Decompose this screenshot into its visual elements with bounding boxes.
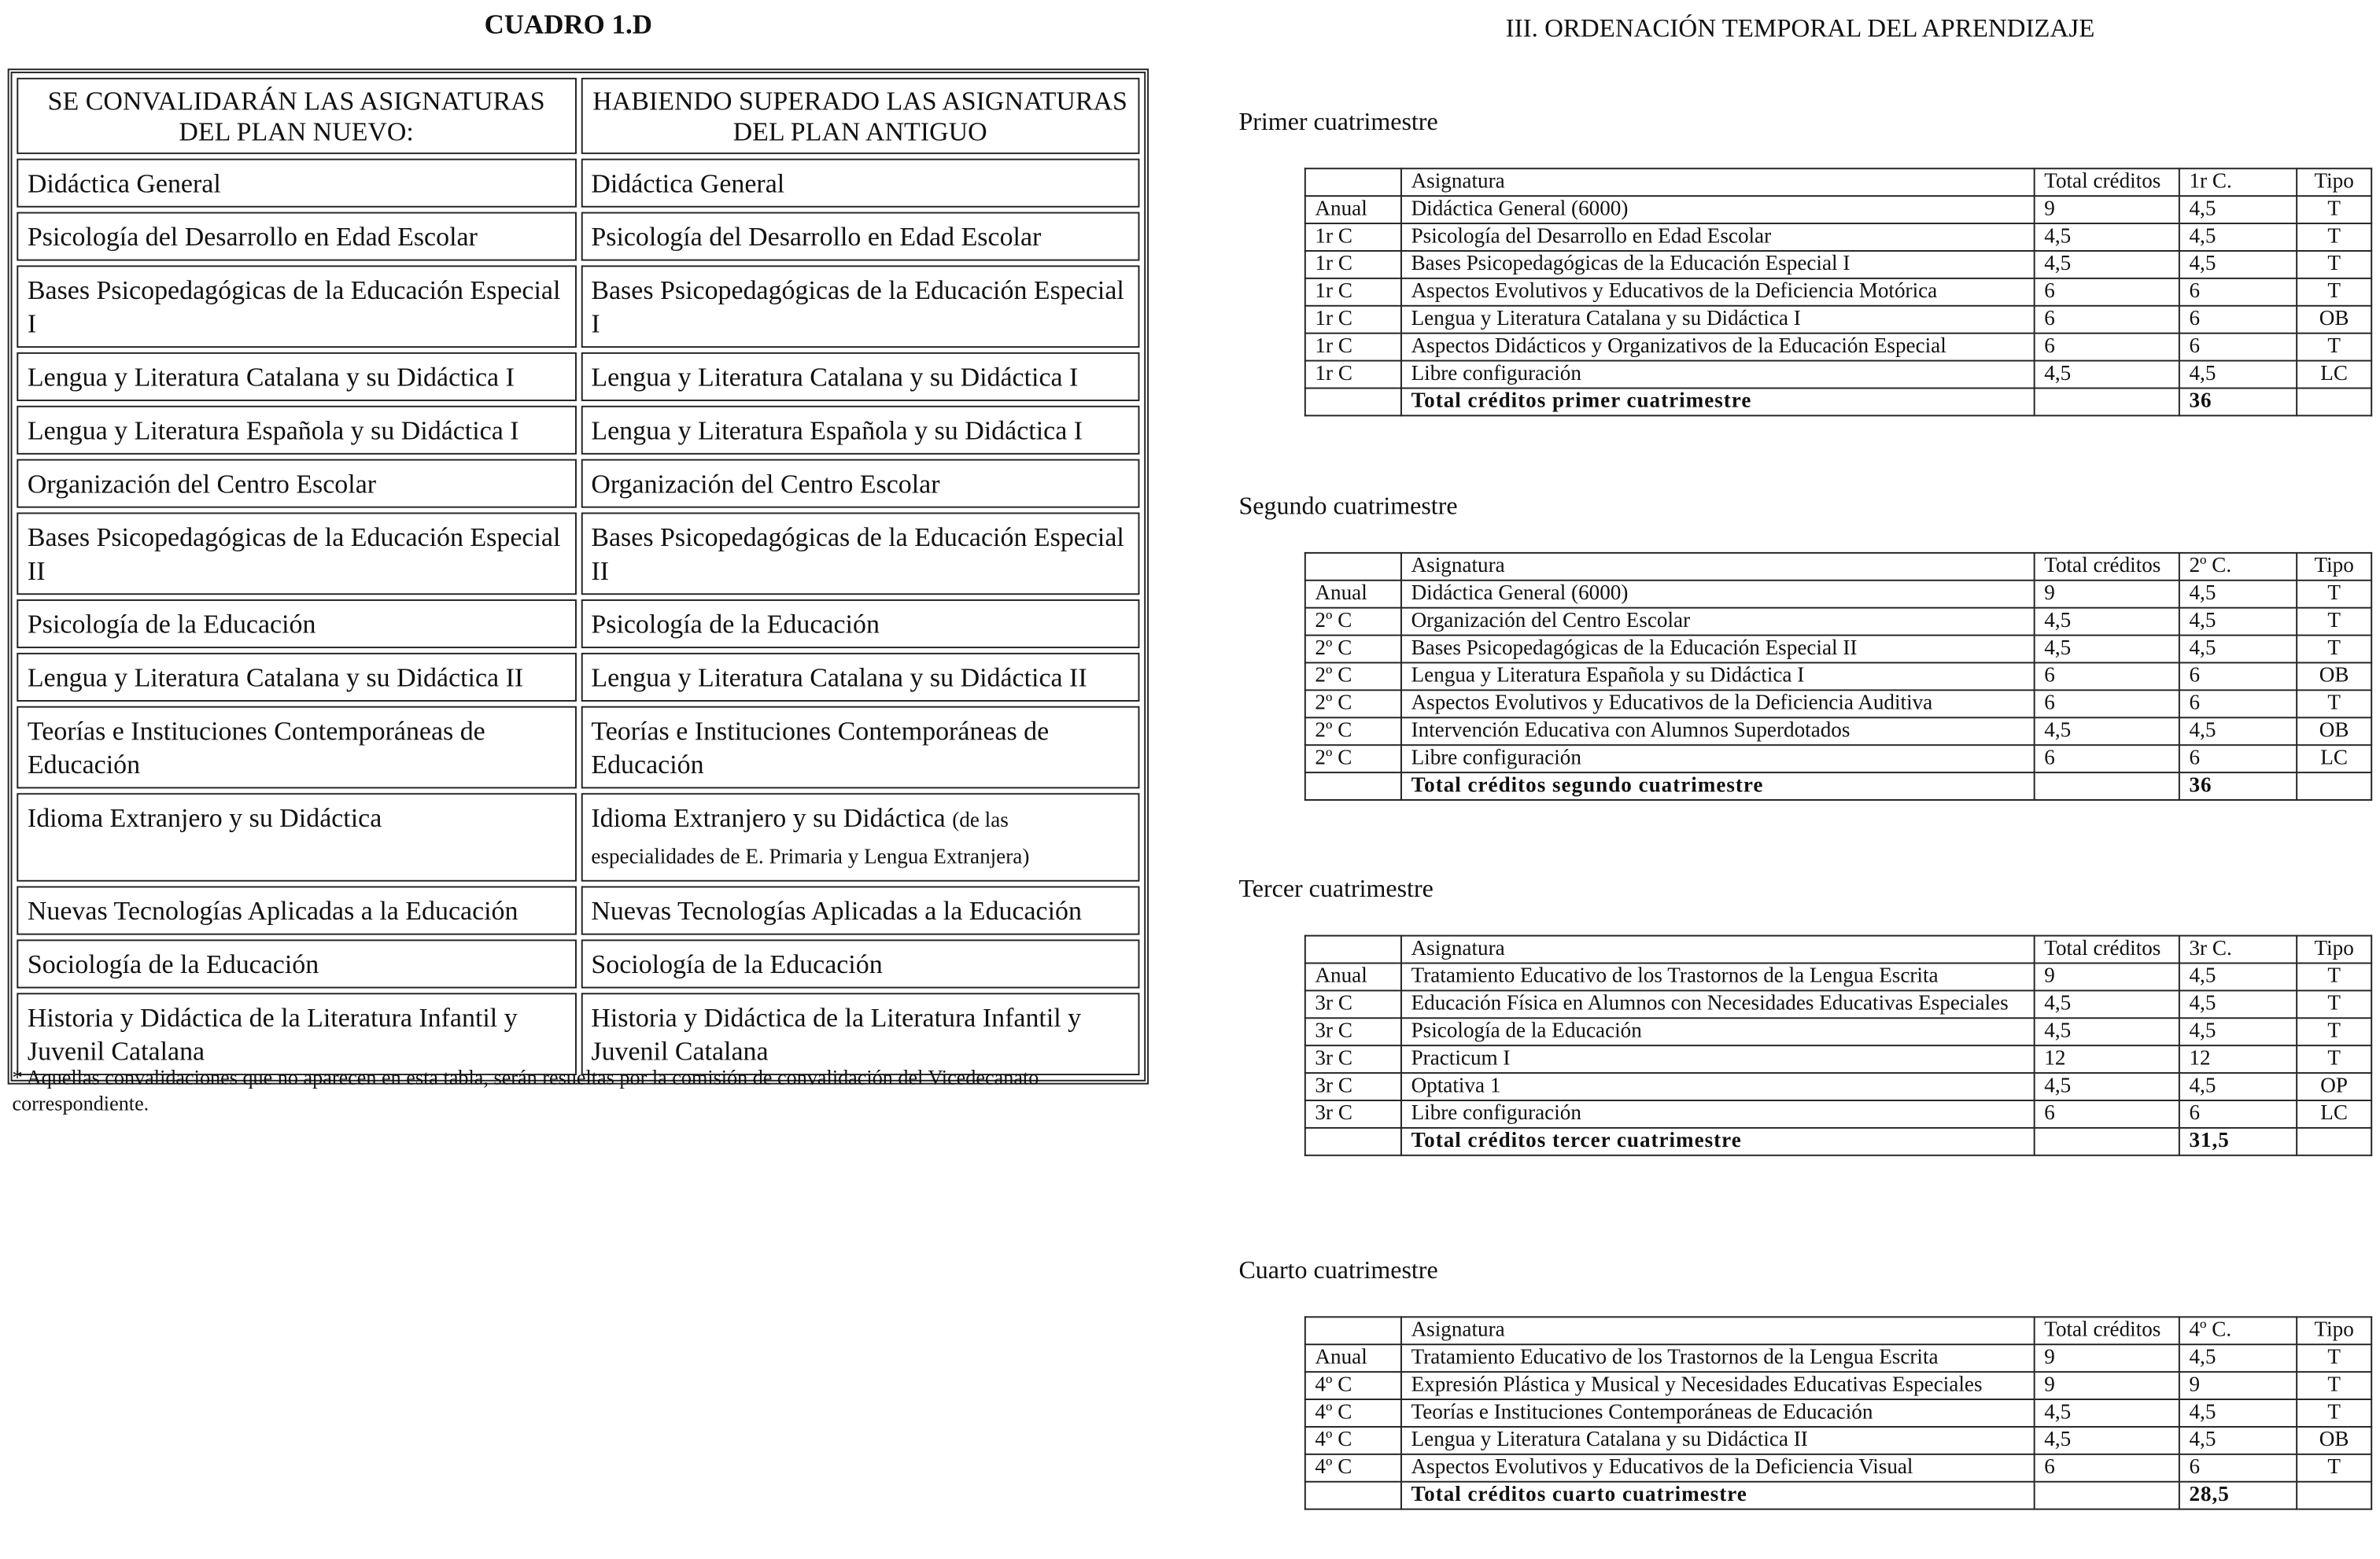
table-row: [17, 706, 1139, 789]
type-cell: OB: [2297, 306, 2371, 334]
type-cell: T: [2297, 580, 2371, 608]
header-row: [1305, 1317, 2371, 1344]
total-credits-cell: 4,5: [2035, 990, 2179, 1018]
table-row: [1305, 963, 2371, 990]
total-credits-cell: 4,5: [2035, 636, 2179, 663]
period-cell: 2º C: [1305, 608, 1401, 636]
total-credits-cell: 4,5: [2035, 223, 2179, 251]
subject-cell: Bases Psicopedagógicas de la Educación Especial II: [1401, 636, 2035, 663]
empty-cell: [1305, 1482, 1401, 1509]
empty-cell: [2035, 772, 2179, 800]
semester-table: [1304, 168, 2372, 416]
semester-title: Segundo cuatrimestre: [1238, 491, 1458, 521]
table-row: [1305, 580, 2371, 608]
table-row: [1305, 1073, 2371, 1100]
type-cell: T: [2297, 990, 2371, 1018]
table-row: [17, 513, 1139, 595]
total-credits-cell: 4,5: [2035, 1073, 2179, 1100]
table-row: [1305, 223, 2371, 251]
subject-cell: Intervención Educativa con Alumnos Superdotados: [1401, 717, 2035, 745]
plan-antiguo-cell: [581, 513, 1140, 595]
plan-antiguo-text: Lengua y Literatura Catalana y su Didáctica II: [591, 662, 1087, 693]
type-cell: LC: [2297, 745, 2371, 772]
header-row: [1305, 936, 2371, 964]
subject-cell: Optativa 1: [1401, 1073, 2035, 1100]
period-cell: 1r C: [1305, 361, 1401, 389]
header-subject-cell: Asignatura: [1401, 553, 2035, 580]
period-cell: 3r C: [1305, 990, 1401, 1018]
semester-credits-cell: 6: [2179, 334, 2297, 361]
total-value: 28,5: [2179, 1482, 2297, 1509]
semester-title: Cuarto cuatrimestre: [1238, 1255, 1438, 1284]
type-cell: T: [2297, 963, 2371, 990]
total-credits-cell: 4,5: [2035, 1018, 2179, 1045]
subject-cell: Bases Psicopedagógicas de la Educación Especial I: [1401, 251, 2035, 278]
table-row: [1305, 278, 2371, 306]
semester-credits-cell: 4,5: [2179, 608, 2297, 636]
total-credits-cell: 6: [2035, 690, 2179, 717]
subject-cell: Didáctica General (6000): [1401, 580, 2035, 608]
subject-cell: Lengua y Literatura Catalana y su Didáctica I: [1401, 306, 2035, 334]
empty-cell: [2297, 388, 2371, 415]
semester-credits-cell: 4,5: [2179, 717, 2297, 745]
plan-nuevo-cell: Lengua y Literatura Catalana y su Didáctica I: [17, 352, 576, 401]
header-semester-credits-cell: 3r C.: [2179, 936, 2297, 964]
table-row: [1305, 745, 2371, 772]
plan-antiguo-cell: [581, 459, 1140, 508]
type-cell: OB: [2297, 717, 2371, 745]
plan-antiguo-text: Idioma Extranjero y su Didáctica: [591, 802, 946, 833]
period-cell: 1r C: [1305, 251, 1401, 278]
table-row: [17, 793, 1139, 881]
header-row: [1305, 168, 2371, 196]
empty-cell: [1305, 388, 1401, 415]
subject-cell: Aspectos Evolutivos y Educativos de la Deficiencia Visual: [1401, 1454, 2035, 1482]
semester-credits-cell: 4,5: [2179, 196, 2297, 223]
subject-cell: Lengua y Literatura Española y su Didáctica I: [1401, 662, 2035, 690]
subject-cell: Aspectos Evolutivos y Educativos de la Deficiencia Motórica: [1401, 278, 2035, 306]
table-row: [1305, 990, 2371, 1018]
subject-cell: Psicología de la Educación: [1401, 1018, 2035, 1045]
subject-cell: Educación Física en Alumnos con Necesidades Educativas Especiales: [1401, 990, 2035, 1018]
header-total-credits-cell: Total créditos: [2035, 936, 2179, 964]
total-credits-cell: 4,5: [2035, 608, 2179, 636]
type-cell: T: [2297, 251, 2371, 278]
plan-nuevo-cell: Idioma Extranjero y su Didáctica: [17, 793, 576, 881]
total-credits-cell: 6: [2035, 662, 2179, 690]
semester-credits-cell: 4,5: [2179, 963, 2297, 990]
period-cell: 4º C: [1305, 1454, 1401, 1482]
header-total-credits-cell: Total créditos: [2035, 553, 2179, 580]
plan-antiguo-text: Psicología de la Educación: [591, 608, 880, 639]
plan-nuevo-cell: Sociología de la Educación: [17, 939, 576, 988]
type-cell: T: [2297, 1399, 2371, 1427]
header-plan-nuevo: SE CONVALIDARÁN LAS ASIGNATURAS DEL PLAN NUEVO:: [17, 78, 576, 154]
semester-credits-cell: 4,5: [2179, 361, 2297, 389]
type-cell: T: [2297, 636, 2371, 663]
table-row: [1305, 717, 2371, 745]
plan-antiguo-text: Psicología del Desarrollo en Edad Escolar: [591, 221, 1042, 252]
semester-credits-cell: 6: [2179, 690, 2297, 717]
semester-credits-cell: 4,5: [2179, 1018, 2297, 1045]
header-type-cell: Tipo: [2297, 1317, 2371, 1344]
plan-antiguo-cell: [581, 939, 1140, 988]
table-row: [1305, 662, 2371, 690]
table-row: [17, 939, 1139, 988]
plan-nuevo-cell: Historia y Didáctica de la Literatura Infantil y Juvenil Catalana: [17, 993, 576, 1075]
plan-antiguo-text: Lengua y Literatura Catalana y su Didáctica I: [591, 361, 1079, 393]
semester-credits-cell: 4,5: [2179, 1344, 2297, 1372]
type-cell: LC: [2297, 1100, 2371, 1128]
total-row: [1305, 1482, 2371, 1509]
subject-cell: Libre configuración: [1401, 1100, 2035, 1128]
subject-cell: Libre configuración: [1401, 745, 2035, 772]
header-period-cell: [1305, 553, 1401, 580]
total-value: 36: [2179, 772, 2297, 800]
subject-cell: Teorías e Instituciones Contemporáneas de Educación: [1401, 1399, 2035, 1427]
plan-nuevo-cell: Nuevas Tecnologías Aplicadas a la Educación: [17, 886, 576, 935]
table-row: [1305, 636, 2371, 663]
table-row: [1305, 690, 2371, 717]
semester-credits-cell: 4,5: [2179, 223, 2297, 251]
total-value: 31,5: [2179, 1128, 2297, 1155]
plan-antiguo-text: Bases Psicopedagógicas de la Educación Especial II: [591, 522, 1124, 586]
period-cell: Anual: [1305, 1344, 1401, 1372]
header-period-cell: [1305, 936, 1401, 964]
table-row: [17, 406, 1139, 455]
period-cell: 1r C: [1305, 306, 1401, 334]
plan-antiguo-text: Nuevas Tecnologías Aplicadas a la Educación: [591, 895, 1082, 926]
total-credits-cell: 9: [2035, 580, 2179, 608]
type-cell: LC: [2297, 361, 2371, 389]
type-cell: T: [2297, 196, 2371, 223]
total-credits-cell: 6: [2035, 745, 2179, 772]
plan-antiguo-cell: [581, 265, 1140, 348]
header-subject-cell: Asignatura: [1401, 1317, 2035, 1344]
plan-nuevo-cell: Teorías e Instituciones Contemporáneas de Educación: [17, 706, 576, 789]
table-row: [1305, 196, 2371, 223]
semester-credits-cell: 6: [2179, 745, 2297, 772]
header-total-credits-cell: Total créditos: [2035, 168, 2179, 196]
type-cell: T: [2297, 278, 2371, 306]
plan-nuevo-cell: Psicología de la Educación: [17, 599, 576, 648]
table-row: [17, 886, 1139, 935]
subject-cell: Didáctica General (6000): [1401, 196, 2035, 223]
period-cell: 1r C: [1305, 278, 1401, 306]
table-row: [1305, 1399, 2371, 1427]
plan-antiguo-text: Organización del Centro Escolar: [591, 468, 940, 499]
convalidation-table: [8, 68, 1149, 1084]
table-row: [17, 212, 1139, 261]
plan-antiguo-cell: [581, 406, 1140, 455]
period-cell: 2º C: [1305, 662, 1401, 690]
semester-credits-cell: 9: [2179, 1372, 2297, 1399]
plan-antiguo-note: (de las especialidades de E. Primaria y Lengua Extranjera): [591, 809, 1030, 870]
table-row: [1305, 1344, 2371, 1372]
period-cell: Anual: [1305, 196, 1401, 223]
table-row: [1305, 608, 2371, 636]
plan-antiguo-cell: [581, 352, 1140, 401]
subject-cell: Libre configuración: [1401, 361, 2035, 389]
semester-credits-cell: 4,5: [2179, 1427, 2297, 1454]
semester-credits-cell: 6: [2179, 1454, 2297, 1482]
plan-antiguo-cell: [581, 993, 1140, 1075]
semester-credits-cell: 4,5: [2179, 1073, 2297, 1100]
period-cell: 3r C: [1305, 1045, 1401, 1073]
subject-cell: Aspectos Didácticos y Organizativos de la Educación Especial: [1401, 334, 2035, 361]
plan-nuevo-cell: Organización del Centro Escolar: [17, 459, 576, 508]
table-row: [1305, 1454, 2371, 1482]
table-row: [17, 993, 1139, 1075]
plan-antiguo-text: Didáctica General: [591, 168, 785, 199]
table-row: [1305, 334, 2371, 361]
total-value: 36: [2179, 388, 2297, 415]
table-row: [1305, 361, 2371, 389]
header-total-credits-cell: Total créditos: [2035, 1317, 2179, 1344]
subject-cell: Psicología del Desarrollo en Edad Escolar: [1401, 223, 2035, 251]
semester-table: [1304, 935, 2372, 1156]
plan-antiguo-cell: [581, 793, 1140, 881]
total-credits-cell: 6: [2035, 278, 2179, 306]
type-cell: T: [2297, 1344, 2371, 1372]
table-row: [17, 352, 1139, 401]
total-label: Total créditos segundo cuatrimestre: [1401, 772, 2035, 800]
total-credits-cell: 4,5: [2035, 717, 2179, 745]
period-cell: 2º C: [1305, 717, 1401, 745]
plan-nuevo-cell: Bases Psicopedagógicas de la Educación Especial I: [17, 265, 576, 348]
type-cell: OB: [2297, 1427, 2371, 1454]
header-semester-credits-cell: 1r C.: [2179, 168, 2297, 196]
period-cell: 3r C: [1305, 1073, 1401, 1100]
semester-title: Tercer cuatrimestre: [1238, 874, 1434, 903]
type-cell: OB: [2297, 662, 2371, 690]
header-type-cell: Tipo: [2297, 168, 2371, 196]
period-cell: 4º C: [1305, 1372, 1401, 1399]
period-cell: 3r C: [1305, 1100, 1401, 1128]
plan-antiguo-text: Bases Psicopedagógicas de la Educación Especial I: [591, 275, 1124, 339]
table-row: [1305, 1427, 2371, 1454]
total-credits-cell: 9: [2035, 963, 2179, 990]
total-credits-cell: 9: [2035, 1372, 2179, 1399]
total-credits-cell: 4,5: [2035, 1427, 2179, 1454]
plan-antiguo-text: Sociología de la Educación: [591, 949, 883, 979]
type-cell: T: [2297, 1454, 2371, 1482]
total-label: Total créditos primer cuatrimestre: [1401, 388, 2035, 415]
plan-antiguo-cell: [581, 706, 1140, 789]
table-row: [1305, 251, 2371, 278]
plan-antiguo-cell: [581, 886, 1140, 935]
total-label: Total créditos tercer cuatrimestre: [1401, 1128, 2035, 1155]
empty-cell: [2297, 1482, 2371, 1509]
semester-table: [1304, 552, 2372, 801]
table-row: [1305, 1372, 2371, 1399]
period-cell: 2º C: [1305, 745, 1401, 772]
type-cell: T: [2297, 334, 2371, 361]
period-cell: Anual: [1305, 580, 1401, 608]
total-credits-cell: 6: [2035, 1100, 2179, 1128]
type-cell: T: [2297, 1045, 2371, 1073]
total-row: [1305, 772, 2371, 800]
type-cell: T: [2297, 690, 2371, 717]
cuadro-title: CUADRO 1.D: [484, 9, 652, 40]
table-row: [17, 599, 1139, 648]
plan-antiguo-text: Teorías e Instituciones Contemporáneas de Educación: [591, 715, 1050, 780]
total-row: [1305, 1128, 2371, 1155]
header-type-cell: Tipo: [2297, 936, 2371, 964]
type-cell: T: [2297, 223, 2371, 251]
empty-cell: [2297, 1128, 2371, 1155]
header-plan-antiguo: HABIENDO SUPERADO LAS ASIGNATURAS DEL PLAN ANTIGUO: [581, 78, 1140, 154]
header-semester-credits-cell: 2º C.: [2179, 553, 2297, 580]
total-credits-cell: 12: [2035, 1045, 2179, 1073]
semester-title: Primer cuatrimestre: [1238, 106, 1438, 136]
semester-table: [1304, 1316, 2372, 1509]
plan-nuevo-cell: Psicología del Desarrollo en Edad Escolar: [17, 212, 576, 261]
empty-cell: [2035, 1128, 2179, 1155]
header-subject-cell: Asignatura: [1401, 936, 2035, 964]
plan-antiguo-text: Historia y Didáctica de la Literatura Infantil y Juvenil Catalana: [591, 1001, 1082, 1067]
subject-cell: Organización del Centro Escolar: [1401, 608, 2035, 636]
period-cell: Anual: [1305, 963, 1401, 990]
type-cell: OP: [2297, 1073, 2371, 1100]
header-subject-cell: Asignatura: [1401, 168, 2035, 196]
semester-credits-cell: 6: [2179, 662, 2297, 690]
plan-antiguo-text: Lengua y Literatura Española y su Didáctica I: [591, 415, 1083, 446]
total-row: [1305, 388, 2371, 415]
total-credits-cell: 6: [2035, 1454, 2179, 1482]
footnote: * Aquellas convalidaciones que no aparecen en esta tabla, serán resueltas por la comisión de convalidación del Vicedecanato correspondiente.: [12, 1066, 1039, 1115]
table-row: [17, 653, 1139, 702]
table-row: [17, 459, 1139, 508]
period-cell: 1r C: [1305, 223, 1401, 251]
subject-cell: Tratamiento Educativo de los Trastornos de la Lengua Escrita: [1401, 1344, 2035, 1372]
plan-nuevo-cell: Lengua y Literatura Catalana y su Didáctica II: [17, 653, 576, 702]
empty-cell: [2035, 388, 2179, 415]
semester-credits-cell: 4,5: [2179, 636, 2297, 663]
period-cell: 4º C: [1305, 1399, 1401, 1427]
total-credits-cell: 4,5: [2035, 361, 2179, 389]
total-label: Total créditos cuarto cuatrimestre: [1401, 1482, 2035, 1509]
plan-antiguo-cell: [581, 653, 1140, 702]
period-cell: 1r C: [1305, 334, 1401, 361]
section-title: III. ORDENACIÓN TEMPORAL DEL APRENDIZAJE: [1505, 13, 2095, 43]
empty-cell: [2035, 1482, 2179, 1509]
table-row: [1305, 1018, 2371, 1045]
plan-antiguo-cell: [581, 159, 1140, 208]
table-row: [1305, 306, 2371, 334]
period-cell: 4º C: [1305, 1427, 1401, 1454]
semester-credits-cell: 6: [2179, 278, 2297, 306]
subject-cell: Aspectos Evolutivos y Educativos de la Deficiencia Auditiva: [1401, 690, 2035, 717]
subject-cell: Practicum I: [1401, 1045, 2035, 1073]
type-cell: T: [2297, 1372, 2371, 1399]
empty-cell: [2297, 772, 2371, 800]
plan-antiguo-cell: [581, 599, 1140, 648]
plan-nuevo-cell: Didáctica General: [17, 159, 576, 208]
header-period-cell: [1305, 1317, 1401, 1344]
plan-nuevo-cell: Lengua y Literatura Española y su Didáctica I: [17, 406, 576, 455]
header-row: [1305, 553, 2371, 580]
period-cell: 2º C: [1305, 690, 1401, 717]
semester-credits-cell: 6: [2179, 1100, 2297, 1128]
plan-antiguo-cell: [581, 212, 1140, 261]
period-cell: 2º C: [1305, 636, 1401, 663]
period-cell: 3r C: [1305, 1018, 1401, 1045]
plan-nuevo-cell: Bases Psicopedagógicas de la Educación Especial II: [17, 513, 576, 595]
subject-cell: Expresión Plástica y Musical y Necesidades Educativas Especiales: [1401, 1372, 2035, 1399]
header-period-cell: [1305, 168, 1401, 196]
semester-credits-cell: 4,5: [2179, 580, 2297, 608]
header-type-cell: Tipo: [2297, 553, 2371, 580]
total-credits-cell: 4,5: [2035, 251, 2179, 278]
total-credits-cell: 9: [2035, 196, 2179, 223]
type-cell: T: [2297, 1018, 2371, 1045]
header-semester-credits-cell: 4º C.: [2179, 1317, 2297, 1344]
semester-credits-cell: 4,5: [2179, 1399, 2297, 1427]
empty-cell: [1305, 772, 1401, 800]
table-row: [1305, 1045, 2371, 1073]
table-row: [17, 159, 1139, 208]
total-credits-cell: 6: [2035, 306, 2179, 334]
table-row: [17, 265, 1139, 348]
semester-credits-cell: 4,5: [2179, 251, 2297, 278]
type-cell: T: [2297, 608, 2371, 636]
empty-cell: [1305, 1128, 1401, 1155]
total-credits-cell: 6: [2035, 334, 2179, 361]
total-credits-cell: 4,5: [2035, 1399, 2179, 1427]
subject-cell: Tratamiento Educativo de los Trastornos de la Lengua Escrita: [1401, 963, 2035, 990]
semester-credits-cell: 6: [2179, 306, 2297, 334]
table-row: [1305, 1100, 2371, 1128]
total-credits-cell: 9: [2035, 1344, 2179, 1372]
semester-credits-cell: 4,5: [2179, 990, 2297, 1018]
semester-credits-cell: 12: [2179, 1045, 2297, 1073]
subject-cell: Lengua y Literatura Catalana y su Didáctica II: [1401, 1427, 2035, 1454]
